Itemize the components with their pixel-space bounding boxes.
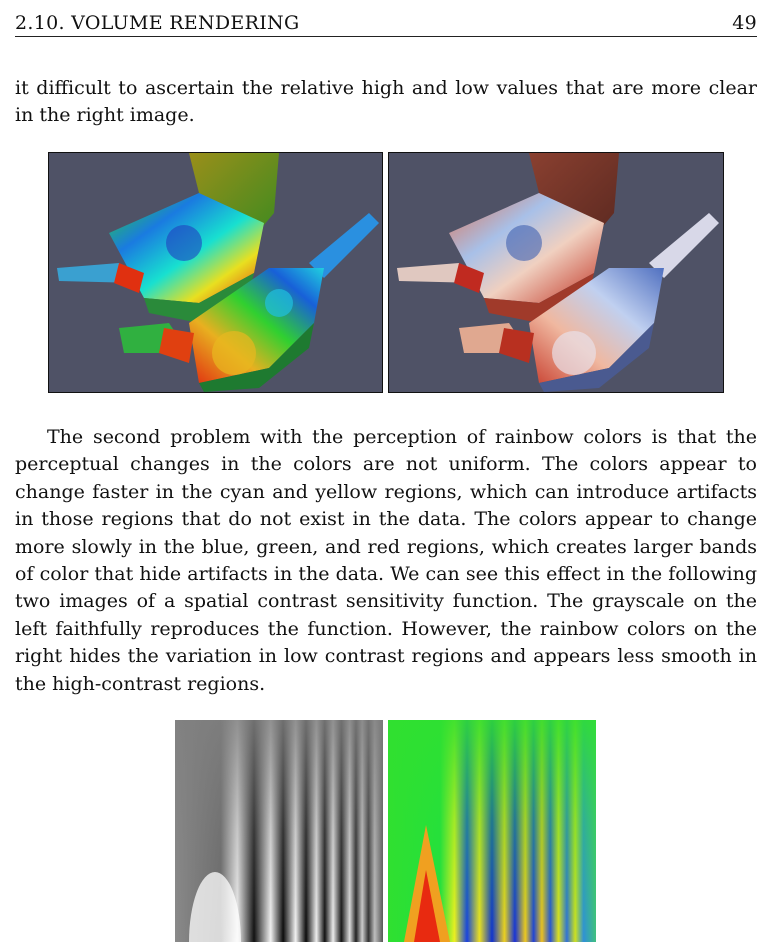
running-header [15,6,757,37]
page-number: 49 [732,12,757,34]
paragraph-continuation: it difficult to ascertain the relative high and low values that are more clear in the right image. [15,77,757,127]
volume-render-coolwarm-image [388,152,724,393]
paragraph-rainbow-perception: The second problem with the perception of rainbow colors is that the perceptual changes in the colors are not uniform. The colors appear to change faster in the cyan and yellow regions, which can introduce artifacts in those regions that do not exist in the data. The colors appear to change more slowly in the blue, green, and red regions, which creates larger bands of color that hide artifacts in the data. We can see this effect in the following two images of a spatial contrast sensitivity function. The grayscale on the left faithfully reproduces the function. However, the rainbow colors on the right hides the variation in low contrast regions and appears less smooth in the high-contrast regions. [15,426,757,695]
section-title: 2.10. VOLUME RENDERING [15,12,300,34]
volume-render-rainbow-image [48,152,383,393]
contrast-sensitivity-grayscale-image [175,720,383,942]
contrast-sensitivity-rainbow-image [388,720,596,942]
